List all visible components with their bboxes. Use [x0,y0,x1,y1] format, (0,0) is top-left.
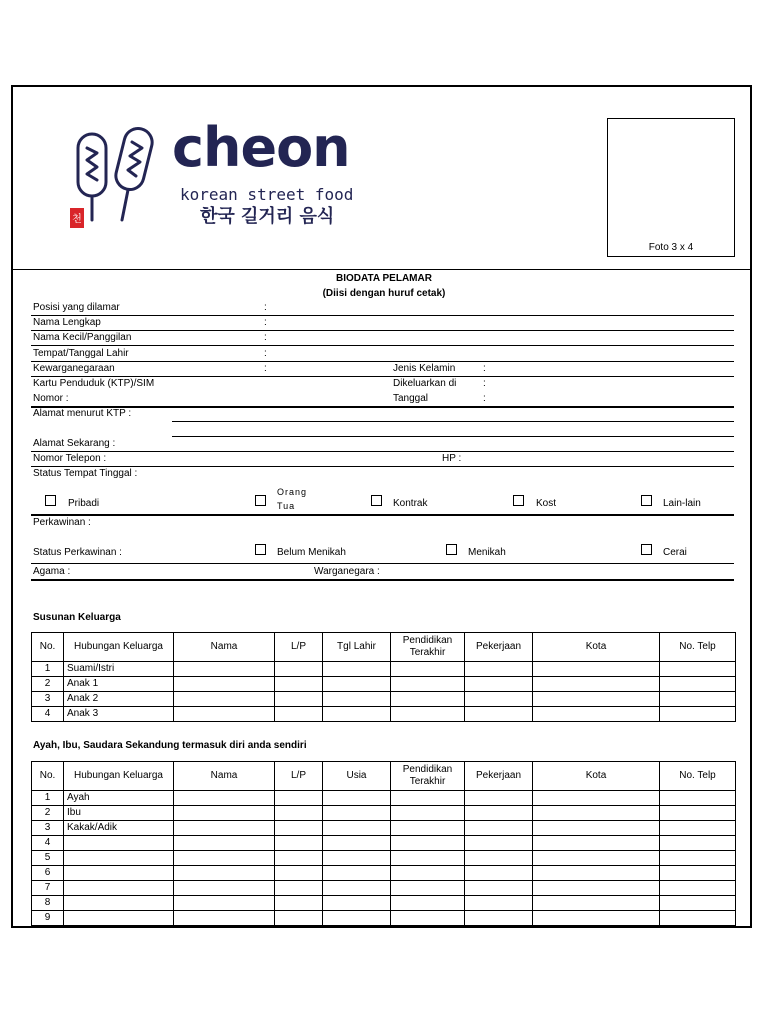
blank-cell[interactable] [465,851,533,866]
row-number: 3 [32,692,64,707]
checkbox-belum-menikah[interactable] [255,544,266,555]
checkbox-pribadi[interactable] [45,495,56,506]
checkbox-orang-tua[interactable] [255,495,266,506]
relation-cell[interactable]: Anak 1 [64,677,174,692]
checkbox-kost[interactable] [513,495,524,506]
blank-cell[interactable] [275,662,323,677]
blank-cell[interactable] [465,821,533,836]
blank-cell[interactable] [275,821,323,836]
blank-cell[interactable] [391,677,465,692]
blank-cell[interactable] [660,662,736,677]
blank-cell[interactable] [275,881,323,896]
table-row [32,791,736,806]
label-alamat-sekarang: Alamat Sekarang : [33,438,116,449]
logo-korean: 한국 길거리 음식 [200,206,335,227]
blank-cell[interactable] [174,677,275,692]
corndog-icon [70,120,170,232]
line-telepon[interactable] [31,466,734,467]
table-row [32,677,736,692]
label-ktp: Kartu Penduduk (KTP)/SIM [33,378,155,389]
line-posisi[interactable] [31,315,734,316]
label-agama: Agama : [33,566,71,577]
form-subtitle: (Diisi dengan huruf cetak) [322,288,446,299]
relation-cell[interactable] [64,836,174,851]
relation-cell[interactable]: Anak 3 [64,707,174,722]
label-perkawinan: Perkawinan : [33,517,91,528]
blank-cell[interactable] [323,851,391,866]
blank-cell[interactable] [465,677,533,692]
family-body [32,662,736,722]
relation-cell[interactable] [64,881,174,896]
label-nomor: Nomor : [33,393,69,404]
blank-cell[interactable] [174,707,275,722]
blank-cell[interactable] [465,791,533,806]
label-jenis-kelamin: Jenis Kelamin [393,363,456,374]
blank-cell[interactable] [465,662,533,677]
blank-cell[interactable] [323,806,391,821]
blank-cell[interactable] [275,896,323,911]
blank-cell[interactable] [323,911,391,926]
family-table [31,632,736,722]
blank-cell[interactable] [275,866,323,881]
blank-cell[interactable] [391,821,465,836]
option-menikah: Menikah [468,547,506,558]
option-kontrak: Kontrak [393,498,428,509]
table-row [32,911,736,926]
blank-cell[interactable] [174,821,275,836]
blank-cell[interactable] [391,692,465,707]
relation-cell[interactable]: Anak 2 [64,692,174,707]
line-nomor[interactable] [31,406,734,408]
colon: : [483,363,486,374]
col-header: Nama [174,633,275,662]
blank-cell[interactable] [660,707,736,722]
blank-cell[interactable] [660,851,736,866]
checkbox-lain-lain[interactable] [641,495,652,506]
form-title: BIODATA PELAMAR [336,273,432,284]
col-header: Pendidikan Terakhir [391,762,465,791]
label-posisi: Posisi yang dilamar [33,302,120,313]
option-cerai: Cerai [663,547,687,558]
option-belum-menikah: Belum Menikah [277,547,346,558]
family-header-row [32,633,736,662]
blank-cell[interactable] [533,677,660,692]
blank-cell[interactable] [174,692,275,707]
blank-cell[interactable] [660,821,736,836]
row-number: 1 [32,791,64,806]
blank-cell[interactable] [465,881,533,896]
option-kost: Kost [536,498,557,509]
colon: : [264,363,267,374]
col-header: Nama [174,762,275,791]
row-number: 9 [32,911,64,926]
table-row [32,806,736,821]
line-ttl[interactable] [31,361,734,362]
blank-cell[interactable] [465,707,533,722]
relation-cell[interactable]: Ibu [64,806,174,821]
blank-cell[interactable] [174,881,275,896]
relation-cell[interactable]: Kakak/Adik [64,821,174,836]
table-row [32,692,736,707]
table-row [32,896,736,911]
blank-cell[interactable] [533,881,660,896]
siblings-body [32,791,736,926]
table-row [32,707,736,722]
blank-cell[interactable] [174,662,275,677]
row-number: 4 [32,707,64,722]
label-ttl: Tempat/Tanggal Lahir [33,348,129,359]
blank-cell[interactable] [391,791,465,806]
blank-cell[interactable] [275,707,323,722]
col-header: Usia [323,762,391,791]
option-lain-lain: Lain-lain [663,498,701,509]
blank-cell[interactable] [323,692,391,707]
blank-cell[interactable] [660,896,736,911]
blank-cell[interactable] [391,662,465,677]
blank-cell[interactable] [391,836,465,851]
blank-cell[interactable] [533,911,660,926]
blank-cell[interactable] [323,866,391,881]
label-status-tinggal: Status Tempat Tinggal : [33,468,138,479]
row-number: 8 [32,896,64,911]
label-hp: HP : [442,453,462,464]
blank-cell[interactable] [660,791,736,806]
row-number: 6 [32,866,64,881]
blank-cell[interactable] [660,692,736,707]
blank-cell[interactable] [533,692,660,707]
col-header: No. [32,633,64,662]
relation-cell[interactable] [64,851,174,866]
col-header: Pekerjaan [465,762,533,791]
colon: : [483,378,486,389]
row-number: 2 [32,677,64,692]
label-nama-kecil: Nama Kecil/Panggilan [33,332,132,343]
blank-cell[interactable] [323,791,391,806]
blank-cell[interactable] [174,851,275,866]
line-agama[interactable] [31,579,734,581]
table-row [32,821,736,836]
row-number: 2 [32,806,64,821]
blank-cell[interactable] [174,911,275,926]
blank-cell[interactable] [323,677,391,692]
col-header: Kota [533,762,660,791]
blank-cell[interactable] [275,911,323,926]
blank-cell[interactable] [323,881,391,896]
line-kewarganegaraan[interactable] [31,376,734,377]
blank-cell[interactable] [323,821,391,836]
col-header: Pekerjaan [465,633,533,662]
blank-cell[interactable] [465,866,533,881]
colon: : [264,348,267,359]
col-header: Kota [533,633,660,662]
blank-cell[interactable] [275,851,323,866]
row-number: 5 [32,851,64,866]
blank-cell[interactable] [323,836,391,851]
label-status-perkawinan: Status Perkawinan : [33,547,122,558]
table-row [32,851,736,866]
blank-cell[interactable] [465,806,533,821]
blank-cell[interactable] [323,896,391,911]
blank-cell[interactable] [465,896,533,911]
blank-cell[interactable] [174,866,275,881]
blank-cell[interactable] [275,677,323,692]
blank-cell[interactable] [465,692,533,707]
colon: : [483,393,486,404]
blank-cell[interactable] [391,896,465,911]
blank-cell[interactable] [275,836,323,851]
blank-cell[interactable] [391,866,465,881]
blank-cell[interactable] [174,791,275,806]
blank-cell[interactable] [660,677,736,692]
family-title: Susunan Keluarga [33,612,121,623]
blank-cell[interactable] [660,836,736,851]
relation-cell[interactable]: Suami/Istri [64,662,174,677]
line-nama-lengkap[interactable] [31,330,734,331]
col-header: Hubungan Keluarga [64,762,174,791]
siblings-table [31,761,736,926]
col-header: L/P [275,633,323,662]
blank-cell[interactable] [323,662,391,677]
blank-cell[interactable] [660,806,736,821]
relation-cell[interactable] [64,866,174,881]
svg-text:천: 천 [72,214,82,225]
col-header: Tgl Lahir [323,633,391,662]
photo-label: Foto 3 x 4 [648,242,694,253]
blank-cell[interactable] [533,707,660,722]
table-row [32,662,736,677]
logo-wordmark: cheon [172,116,350,179]
row-number: 4 [32,836,64,851]
colon: : [264,302,267,313]
blank-cell[interactable] [533,806,660,821]
label-dikeluarkan: Dikeluarkan di [393,378,457,389]
blank-cell[interactable] [275,791,323,806]
label-alamat-ktp: Alamat menurut KTP : [33,408,132,419]
blank-cell[interactable] [465,836,533,851]
blank-cell[interactable] [391,911,465,926]
option-orang: Orang [277,487,308,497]
col-header: No. Telp [660,633,736,662]
blank-cell[interactable] [391,881,465,896]
blank-cell[interactable] [533,791,660,806]
checkbox-cerai[interactable] [641,544,652,555]
col-header: No. [32,762,64,791]
blank-cell[interactable] [465,911,533,926]
line-alamat-ktp-2[interactable] [172,436,734,437]
relation-cell[interactable] [64,896,174,911]
row-number: 3 [32,821,64,836]
checkbox-menikah[interactable] [446,544,457,555]
blank-cell[interactable] [660,911,736,926]
blank-cell[interactable] [660,866,736,881]
blank-cell[interactable] [533,662,660,677]
line-alamat-sekarang[interactable] [31,451,734,452]
blank-cell[interactable] [275,692,323,707]
photo-box[interactable] [607,118,735,257]
option-pribadi: Pribadi [68,498,100,509]
logo-tagline: korean street food [180,185,354,204]
label-telepon: Nomor Telepon : [33,453,107,464]
blank-cell[interactable] [391,707,465,722]
line-status-tinggal [31,514,734,516]
blank-cell[interactable] [391,851,465,866]
blank-cell[interactable] [275,806,323,821]
blank-cell[interactable] [533,851,660,866]
table-row [32,866,736,881]
relation-cell[interactable]: Ayah [64,791,174,806]
colon: : [264,317,267,328]
option-tua: Tua [277,501,296,511]
label-tanggal: Tanggal [393,393,429,404]
label-warganegara: Warganegara : [314,566,380,577]
label-kewarganegaraan: Kewarganegaraan [33,363,115,374]
line-nama-kecil[interactable] [31,345,734,346]
col-header: Hubungan Keluarga [64,633,174,662]
row-number: 7 [32,881,64,896]
col-header: L/P [275,762,323,791]
blank-cell[interactable] [533,896,660,911]
checkbox-kontrak[interactable] [371,495,382,506]
line-alamat-ktp-1[interactable] [172,421,734,422]
header-divider [11,269,752,270]
label-nama-lengkap: Nama Lengkap [33,317,101,328]
blank-cell[interactable] [533,821,660,836]
line-status-perkawinan [31,563,734,564]
blank-cell[interactable] [174,836,275,851]
colon: : [264,332,267,343]
blank-cell[interactable] [391,806,465,821]
blank-cell[interactable] [174,806,275,821]
siblings-header-row [32,762,736,791]
row-number: 1 [32,662,64,677]
relation-cell[interactable] [64,911,174,926]
table-row [32,836,736,851]
blank-cell[interactable] [533,836,660,851]
col-header: Pendidikan Terakhir [391,633,465,662]
blank-cell[interactable] [323,707,391,722]
blank-cell[interactable] [660,881,736,896]
table-row [32,881,736,896]
blank-cell[interactable] [533,866,660,881]
blank-cell[interactable] [174,896,275,911]
siblings-title: Ayah, Ibu, Saudara Sekandung termasuk diri anda sendiri [33,740,307,751]
col-header: No. Telp [660,762,736,791]
